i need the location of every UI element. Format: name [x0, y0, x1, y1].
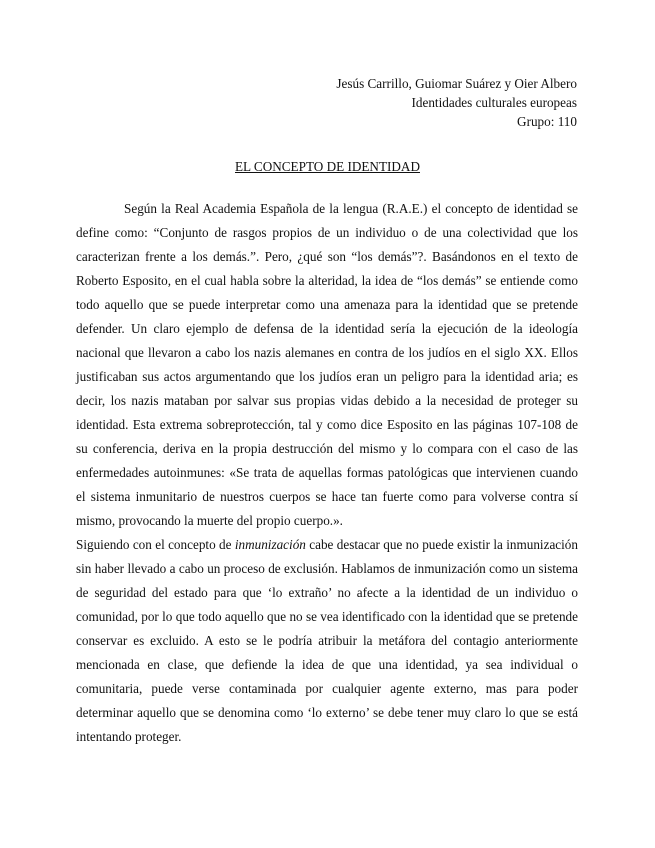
document-body: [76, 197, 578, 749]
document-title: EL CONCEPTO DE IDENTIDAD: [235, 159, 420, 174]
paragraph-2: [76, 533, 578, 749]
paragraph-2-rest: cabe destacar que no puede existir la inmunización sin haber llevado a cabo un proceso de exclusión. Hablamos de inmunización como un sistema de seguridad del estado para que ‘lo extraño’ no afecte a la identidad de un individuo o comunidad, por lo que todo aquello que no se vea identificado con la identidad que se pretende conservar es excluido. A esto se le podría atribuir la metáfora del contagio anteriormente mencionada en clase, que defiende la idea de que una identidad, ya sea individual o comunitaria, puede verse contaminada por cualquier agente externo, mas para poder determinar aquello que se denomina como ‘lo externo’ se debe tener muy claro lo que se está intentando proteger.: [76, 537, 578, 744]
paragraph-2-intro: Siguiendo con el concepto de: [76, 537, 235, 552]
document-header: [336, 74, 577, 131]
paragraph-1: Según la Real Academia Española de la lengua (R.A.E.) el concepto de identidad se define como: “Conjunto de rasgos propios de un individuo o de una colectividad que los caracterizan frente a los demás.”. Pero, ¿qué son “los demás”?. Basándonos en el texto de Roberto Esposito, en el cual habla sobre la alteridad, la idea de “los demás” se entiende como todo aquello que se puede interpretar como una amenaza para la identidad que se pretende defender. Un claro ejemplo de defensa de la identidad sería la ejecución de la ideología nacional que llevaron a cabo los nazis alemanes en contra de los judíos en el siglo XX. Ellos justificaban sus actos argumentando que los judíos eran un peligro para la identidad aria; es decir, los nazis mataban por salvar sus propias vidas debido a la necesidad de proteger su identidad. Esta extrema sobreprotección, tal y como dice Esposito en las páginas 107-108 de su conferencia, deriva en la propia destrucción del mismo y lo compara con el caso de las enfermedades autoinmunes: «Se trata de aquellas formas patológicas que intervienen cuando el sistema inmunitario de nuestros cuerpos se hace tan fuerte como para volverse contra sí mismo, provocando la muerte del propio cuerpo.».: [76, 201, 578, 528]
authors-line: Jesús Carrillo, Guiomar Suárez y Oier Albero: [336, 76, 577, 91]
paragraph-2-term: inmunización: [234, 537, 306, 552]
group-line: Grupo: 110: [517, 114, 577, 129]
course-line: Identidades culturales europeas: [411, 95, 577, 110]
